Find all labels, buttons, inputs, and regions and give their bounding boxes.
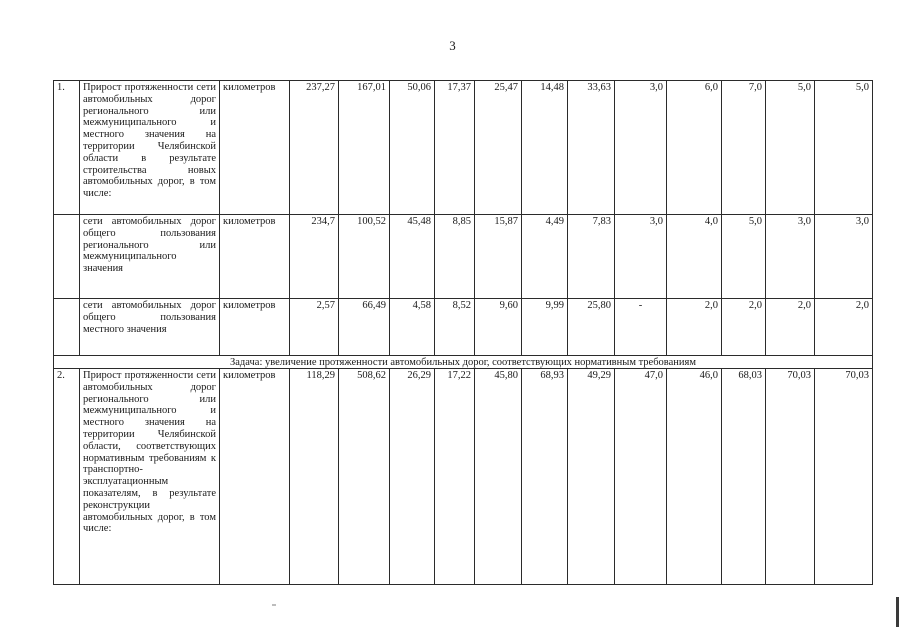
value-cell: 3,0 <box>815 215 873 299</box>
value-cell: 2,57 <box>290 299 339 356</box>
indicator-name: Прирост протяженности сети автомобильных дорог регионального или межмуниципального и местного значения на территории Челябинской области, соответствующих нормативным требованиям к транспортно-эксплуатационным показателям, в результате реконструкции автомобильных дорог, в том числе: <box>80 369 220 585</box>
value-cell: 25,80 <box>568 299 615 356</box>
value-cell: 8,52 <box>435 299 475 356</box>
value-cell: 4,58 <box>390 299 435 356</box>
value-cell: 33,63 <box>568 81 615 215</box>
value-cell: 2,0 <box>766 299 815 356</box>
value-cell: 2,0 <box>815 299 873 356</box>
value-cell: 9,60 <box>475 299 522 356</box>
table-row <box>54 215 873 299</box>
indicators-table <box>53 80 873 585</box>
value-cell: 68,93 <box>522 369 568 585</box>
value-cell: 8,85 <box>435 215 475 299</box>
value-cell: 7,0 <box>722 81 766 215</box>
value-cell: 3,0 <box>615 215 667 299</box>
value-cell: 4,49 <box>522 215 568 299</box>
row-number <box>54 299 80 356</box>
row-number: 1. <box>54 81 80 215</box>
value-cell: 17,37 <box>435 81 475 215</box>
value-cell: 118,29 <box>290 369 339 585</box>
scan-artifact <box>272 604 276 606</box>
indicator-name: Прирост протяженности сети автомобильных дорог регионального или межмуниципального и местного значения на территории Челябинской области в результате строительства новых автомобильных дорог, в том числе: <box>80 81 220 215</box>
value-cell: 26,29 <box>390 369 435 585</box>
value-cell: 45,80 <box>475 369 522 585</box>
value-cell: 237,27 <box>290 81 339 215</box>
value-cell: 70,03 <box>815 369 873 585</box>
task-heading: Задача: увеличение протяженности автомобильных дорог, соответствующих нормативным требованиям <box>54 356 873 369</box>
value-cell: 100,52 <box>339 215 390 299</box>
value-cell: 70,03 <box>766 369 815 585</box>
value-cell: 17,22 <box>435 369 475 585</box>
value-cell: 167,01 <box>339 81 390 215</box>
value-cell: 50,06 <box>390 81 435 215</box>
value-cell: - <box>615 299 667 356</box>
value-cell: 4,0 <box>667 215 722 299</box>
value-cell: 234,7 <box>290 215 339 299</box>
task-row <box>54 356 873 369</box>
value-cell: 5,0 <box>766 81 815 215</box>
table-row <box>54 299 873 356</box>
value-cell: 45,48 <box>390 215 435 299</box>
table-row <box>54 81 873 215</box>
value-cell: 5,0 <box>815 81 873 215</box>
value-cell: 9,99 <box>522 299 568 356</box>
value-cell: 3,0 <box>766 215 815 299</box>
value-cell: 5,0 <box>722 215 766 299</box>
row-number: 2. <box>54 369 80 585</box>
page-number: 3 <box>449 38 456 53</box>
value-cell: 7,83 <box>568 215 615 299</box>
value-cell: 47,0 <box>615 369 667 585</box>
table-row <box>54 369 873 585</box>
value-cell: 49,29 <box>568 369 615 585</box>
row-number <box>54 215 80 299</box>
scan-edge-mark <box>896 597 899 627</box>
value-cell: 2,0 <box>667 299 722 356</box>
value-cell: 508,62 <box>339 369 390 585</box>
value-cell: 46,0 <box>667 369 722 585</box>
value-cell: 68,03 <box>722 369 766 585</box>
unit-cell: километров <box>220 299 290 356</box>
value-cell: 2,0 <box>722 299 766 356</box>
unit-cell: километров <box>220 81 290 215</box>
value-cell: 66,49 <box>339 299 390 356</box>
value-cell: 25,47 <box>475 81 522 215</box>
unit-cell: километров <box>220 369 290 585</box>
indicator-name: сети автомобильных дорог общего пользования местного значения <box>80 299 220 356</box>
value-cell: 14,48 <box>522 81 568 215</box>
unit-cell: километров <box>220 215 290 299</box>
indicator-name: сети автомобильных дорог общего пользования регионального или межмуниципального значения <box>80 215 220 299</box>
value-cell: 15,87 <box>475 215 522 299</box>
value-cell: 6,0 <box>667 81 722 215</box>
value-cell: 3,0 <box>615 81 667 215</box>
